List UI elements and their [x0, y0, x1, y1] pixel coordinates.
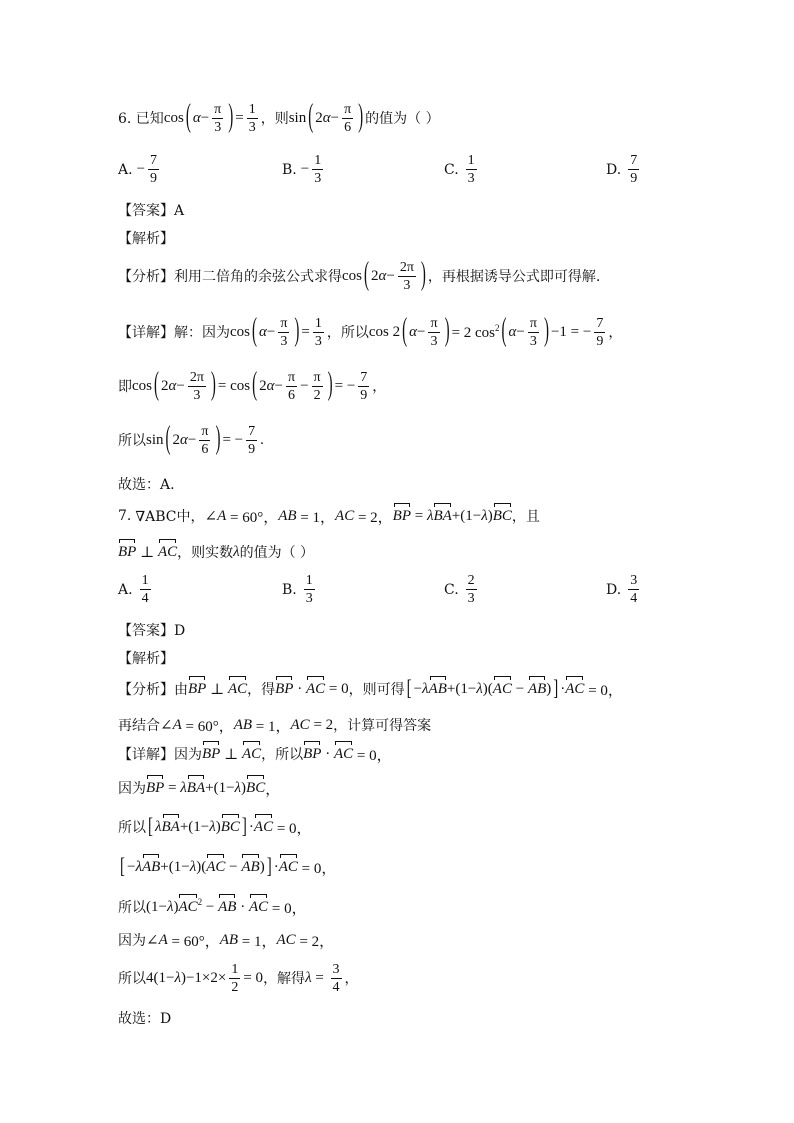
q6-analysis-head: 【解析】 [118, 231, 174, 247]
q7-detail-7: 所以 4(1− λ )−1×2× $\frac{1}{2}$ = 0 ，解得 λ = $\frac{3}{4}$ ， [118, 961, 359, 995]
q7-detail-1: 【详解】因为 BP ⊥ AC ，所以 BP · AC = 0， [118, 745, 392, 764]
q6-stem: 6. 已知 cos ( α − $\frac{\pi}{3}$ ) = $\frac{1}{3}$ ，则 sin ( 2 α − $\frac{\pi}{6}$ ) 的值为（ ） [118, 99, 440, 135]
q7-detail-5: 所以 (1− λ ) AC $^2$ − AB · AC = 0， [118, 897, 307, 917]
q7-option-b: B. $\frac{1}{3}$ [282, 573, 313, 606]
q6-choose: 故选：A. [118, 477, 175, 493]
q7-analysis-head: 【解析】 [118, 651, 174, 667]
q6-stem-prefix: 6. 已知 [118, 111, 164, 127]
q6-detail-2: 即 cos ( 2 α − $\frac{2\pi}{3}$ ) = cos ( 2 α − $\frac{\pi}{6}$ − $\frac{\pi}{2}$ ) = − $\frac{7}{9}$ ， [118, 367, 387, 403]
q6-detail-1: 【详解】解：因为 cos ( α − $\frac{\pi}{3}$ ) = $\frac{1}{3}$ ，所以 cos 2 ( α − $\frac{\pi}{3}$ ) = 2 $\cos^2$ ( α − $\frac{\pi}{3}$ ) −1 = − $\frac{7}{9}$ ， [118, 313, 623, 349]
q7-fenxi-1: 【分析】由 BP ⊥ AC ，得 BP · AC = 0 ，则可得 [ − λ AB +(1− λ )( AC − AB ) ] · AC = 0， [118, 676, 623, 701]
q6-detail-3: 所以 sin ( 2 α − $\frac{\pi}{6}$ ) = − $\frac{7}{9}$ . [118, 421, 264, 457]
q7-detail-3: 所以 [ λ BA +(1− λ ) BC ] · AC = 0， [118, 814, 312, 839]
q7-option-c: C. $\frac{2}{3}$ [444, 573, 475, 606]
q7-option-d: D. $\frac{3}{4}$ [606, 573, 638, 606]
q6-option-d: D. $\frac{7}{9}$ [606, 153, 638, 186]
q7-detail-2: 因为 BP = λ BA +(1− λ ) BC ， [118, 779, 281, 798]
q7-detail-4: [ − λ AB +(1− λ )( AC − AB ) ] · AC = 0， [120, 854, 337, 879]
q6-stem-suffix: 的值为（ ） [365, 111, 440, 127]
q6-option-b: B. − $\frac{1}{3}$ [282, 153, 322, 186]
q6-option-c: C. $\frac{1}{3}$ [444, 153, 475, 186]
q7-detail-6: 因为 ∠ A = 60°， AB = 1， AC = 2， [118, 931, 335, 950]
q6-fenxi: 【分析】利用二倍角的余弦公式求得 cos ( 2 α − $\frac{2\pi}{3}$ ) ，再根据诱导公式即可得解. [118, 257, 601, 293]
q6-stem-mid: ，则 [260, 111, 289, 127]
q7-answer: 【答案】D [118, 623, 186, 639]
q7-stem-2: BP ⊥ AC ，则实数 λ 的值为（ ） [118, 543, 315, 561]
q7-stem-1: 7. ∇ABC中， ∠ A = 60°， AB = 1， AC = 2， BP = λ BA +(1− λ ) BC ，且 [118, 507, 540, 526]
q7-fenxi-2: 再结合 ∠ A = 60°， AB = 1， AC = 2 ，计算可得答案 [118, 716, 432, 735]
q6-answer: 【答案】A [118, 203, 185, 219]
q7-choose: 故选：D [118, 1011, 172, 1027]
q6-option-a: A. − $\frac{7}{9}$ [118, 153, 158, 186]
q7-option-a: A. $\frac{1}{4}$ [118, 573, 149, 606]
